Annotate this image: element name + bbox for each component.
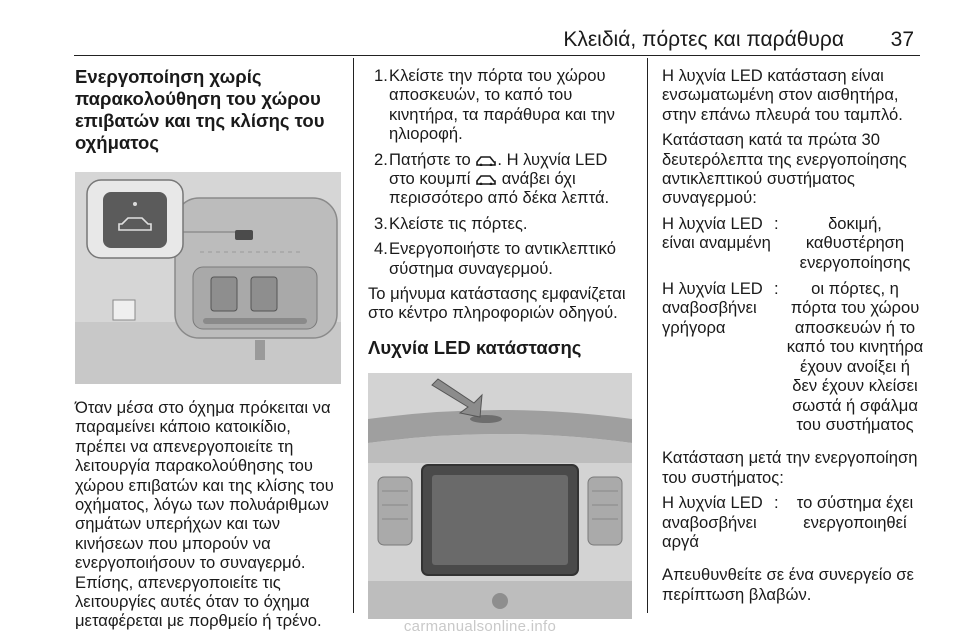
deactivation-body: Όταν μέσα στο όχημα πρόκειται να παραμείνει κάποιο κατοικίδιο, πρέπει να απενεργοποιείτε τη λειτουργία παρακολούθησης του χώρου επιβατών και της κλίσης του οχήματος, λόγω των πολυάριθμων σημάτων υπερήχων και των κινήσεων που μπορούν να ενεργοποιήσουν το συναγερμό. Επίσης, απενεργοποιείτε τις λειτουργίες αυτές όταν το όχημα μεταφέρεται με πορθμείο ή τρένο. bbox=[75, 398, 334, 631]
step-number: 1. bbox=[374, 66, 388, 85]
step-text: Κλείστε την πόρτα του χώρου αποσκευών, το καπό του κινητήρα, τα παράθυρα και την ηλιοροφή. bbox=[389, 66, 615, 144]
status-colon: : bbox=[774, 493, 779, 513]
status-definition: δοκιμή, καθυστέρηση ενεργοποίησης bbox=[799, 213, 911, 272]
page-header bbox=[0, 0, 960, 58]
step-item bbox=[368, 239, 636, 278]
status-row bbox=[662, 279, 924, 434]
column-3 bbox=[662, 66, 924, 604]
section-heading-led: Λυχνία LED κατάστασης bbox=[368, 336, 582, 358]
led-location-text: Η λυχνία LED κατάσταση είναι ενσωματωμένη στον αισθητήρα, στην επάνω πλευρά του ταμπλό. bbox=[662, 66, 903, 124]
watermark: carmanualsonline.info bbox=[403, 618, 557, 635]
step-text: Ενεργοποιήστε το αντικλεπτικό σύστημα συναγερμού. bbox=[389, 239, 616, 278]
step-item bbox=[368, 150, 636, 208]
car-alarm-icon bbox=[475, 154, 497, 166]
status-term: Η λυχνία LED αναβοσβήνει γρήγορα bbox=[662, 279, 763, 337]
step-text: Πατήστε το bbox=[389, 149, 471, 169]
status-colon: : bbox=[774, 213, 779, 233]
page-number: 37 bbox=[890, 28, 914, 51]
status-definition: οι πόρτες, η πόρτα του χώρου αποσκευών ή το καπό του κινητήρα έχουν ανοίξει ή δεν έχουν κλείσει σωστά ή σφάλμα του συστήματος bbox=[786, 279, 924, 434]
status-row bbox=[662, 214, 924, 272]
column-divider-2 bbox=[647, 58, 648, 613]
activation-steps bbox=[368, 66, 636, 278]
first-30s-label: Κατάσταση κατά τα πρώτα 30 δευτερόλεπτα της ενεργοποίησης αντικλεπτικού συστήματος συναγερμού: bbox=[662, 130, 907, 208]
step-number: 3. bbox=[374, 213, 388, 233]
step-item bbox=[368, 66, 636, 144]
status-colon: : bbox=[774, 279, 779, 299]
status-row bbox=[662, 493, 924, 551]
first-30s-status-list bbox=[662, 214, 924, 434]
step-number: 4. bbox=[374, 239, 388, 259]
status-term: Η λυχνία LED αναβοσβήνει αργά bbox=[662, 493, 763, 551]
column-2 bbox=[368, 66, 636, 619]
step-number: 2. bbox=[374, 149, 388, 169]
overhead-console-figure bbox=[75, 172, 341, 384]
status-term: Η λυχνία LED είναι αναμμένη bbox=[662, 213, 771, 253]
car-alarm-icon bbox=[475, 173, 497, 185]
step-text: ανάβει όχι περισσότερο από δέκα λεπτά. bbox=[389, 169, 610, 208]
after-activation-label: Κατάσταση μετά την ενεργοποίηση του συστήματος: bbox=[662, 448, 918, 487]
status-message-note: Το μήνυμα κατάστασης εμφανίζεται στο κέντρο πληροφοριών οδηγού. bbox=[368, 284, 626, 323]
dashboard-led-figure bbox=[368, 373, 632, 619]
section-heading-deactivation: Ενεργοποίηση χωρίς παρακολούθηση του χώρου επιβατών και της κλίσης του οχήματος bbox=[75, 66, 325, 153]
service-note: Απευθυνθείτε σε ένα συνεργείο σε περίπτωση βλαβών. bbox=[662, 565, 914, 604]
header-title: Κλειδιά, πόρτες και παράθυρα bbox=[563, 28, 844, 51]
step-text: Κλείστε τις πόρτες. bbox=[389, 213, 528, 233]
status-definition: το σύστημα έχει ενεργοποιηθεί bbox=[796, 493, 914, 532]
after-activation-status-list bbox=[662, 493, 924, 551]
column-1 bbox=[75, 66, 341, 631]
header-divider bbox=[74, 55, 920, 56]
step-item bbox=[368, 214, 636, 233]
step-text: . Η λυχνία LED στο κουμπί bbox=[389, 149, 608, 189]
column-divider-1 bbox=[353, 58, 354, 613]
